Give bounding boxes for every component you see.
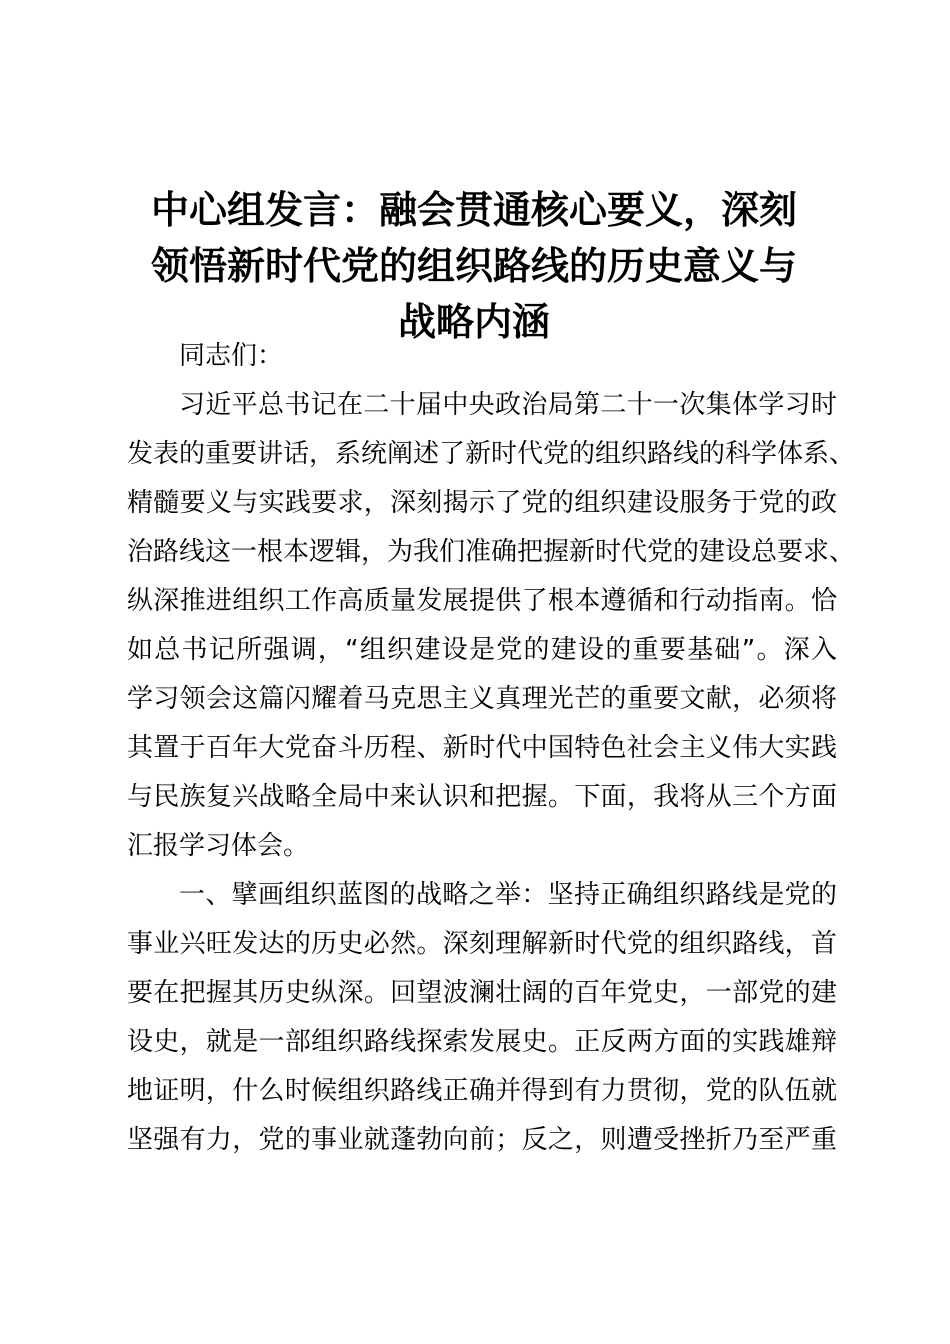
paragraph-line: 汇报学习体会。 xyxy=(127,831,310,861)
paragraph-line: 治路线这一根本逻辑，为我们准确把握新时代党的建设总要求、 xyxy=(127,537,856,567)
document-title xyxy=(118,182,830,350)
title-line: 中心组发言：融会贯通核心要义，深刻 xyxy=(150,188,797,232)
paragraph-intro xyxy=(127,381,856,871)
paragraph-line: 与民族复兴战略全局中来认识和把握。下面，我将从三个方面 xyxy=(127,782,837,812)
paragraph-line: 一、擘画组织蓝图的战略之举：坚持正确组织路线是党的 xyxy=(179,880,837,910)
paragraph-line: 设史，就是一部组织路线探索发展史。正反两方面的实践雄辩 xyxy=(127,1027,837,1057)
paragraph-line: 精髓要义与实践要求，深刻揭示了党的组织建设服务于党的政 xyxy=(127,488,837,518)
paragraph-line: 坚强有力，党的事业就蓬勃向前；反之，则遭受挫折乃至严重 xyxy=(127,1125,837,1155)
paragraph-line: 要在把握其历史纵深。回望波澜壮阔的百年党史，一部党的建 xyxy=(127,978,837,1008)
paragraph-line: 习近平总书记在二十届中央政治局第二十一次集体学习时 xyxy=(179,390,837,420)
document-body xyxy=(127,332,856,1165)
title-line: 战略内涵 xyxy=(397,300,550,344)
paragraph-line: 学习领会这篇闪耀着马克思主义真理光芒的重要文献，必须将 xyxy=(127,684,837,714)
paragraph-section-one xyxy=(127,871,837,1165)
title-line: 领悟新时代党的组织路线的历史意义与 xyxy=(150,244,797,288)
paragraph-line: 发表的重要讲话，系统阐述了新时代党的组织路线的科学体系、 xyxy=(127,439,856,469)
paragraph-line: 事业兴旺发达的历史必然。深刻理解新时代党的组织路线，首 xyxy=(127,929,837,959)
salutation: 同志们： xyxy=(179,341,284,371)
paragraph-line: 纵深推进组织工作高质量发展提供了根本遵循和行动指南。恰 xyxy=(127,586,837,616)
paragraph-line: 其置于百年大党奋斗历程、新时代中国特色社会主义伟大实践 xyxy=(127,733,837,763)
paragraph-line: 如总书记所强调，“组织建设是党的建设的重要基础”。深入 xyxy=(127,635,837,665)
paragraph-line: 地证明，什么时候组织路线正确并得到有力贯彻，党的队伍就 xyxy=(127,1076,837,1106)
